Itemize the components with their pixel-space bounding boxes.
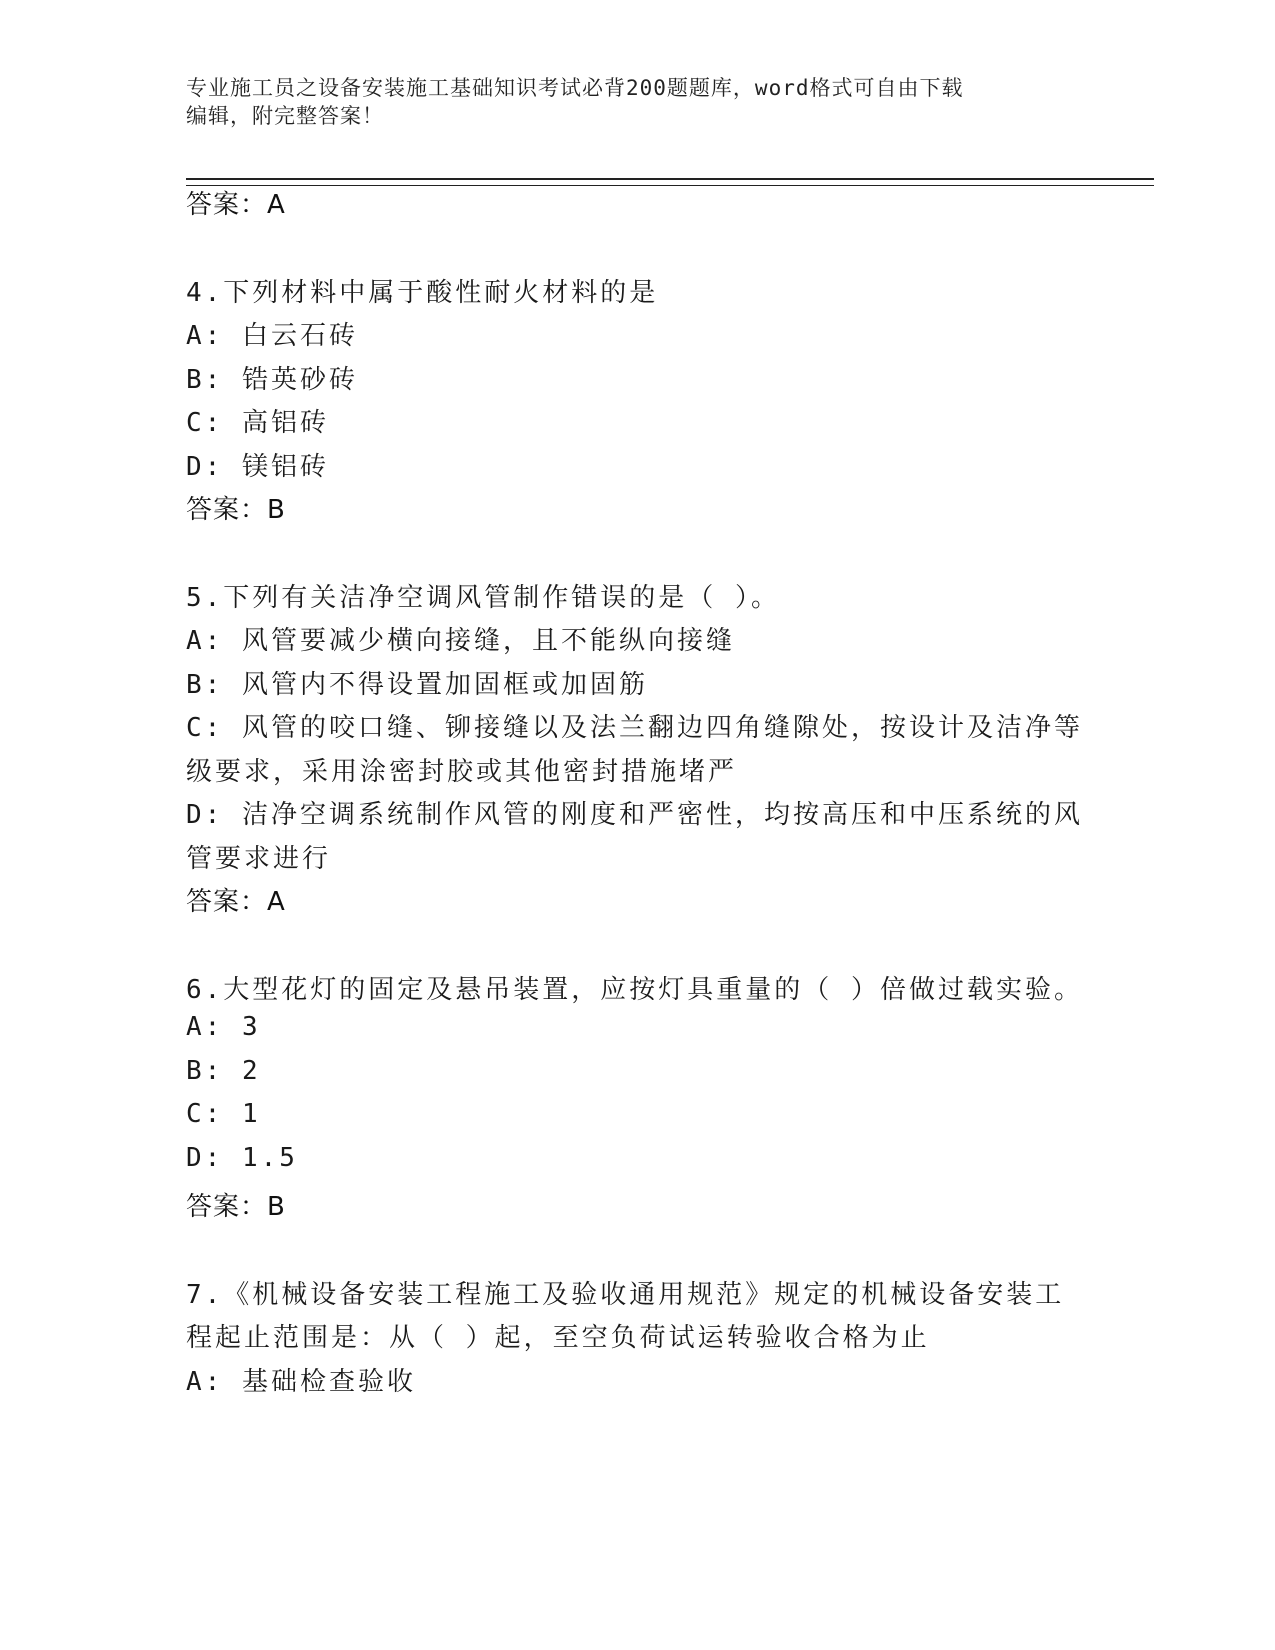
option-line: C: 高铝砖 <box>186 408 329 438</box>
option-line: D: 镁铝砖 <box>186 452 329 482</box>
option-line: C: 1 <box>186 1099 261 1129</box>
question-5: 5.下列有关洁净空调风管制作错误的是（ ）。 <box>186 583 780 613</box>
option-line: A: 基础检查验收 <box>186 1367 416 1397</box>
option-line: A: 风管要减少横向接缝，且不能纵向接缝 <box>186 626 735 656</box>
header-divider <box>186 178 1154 186</box>
question-6: 6.大型花灯的固定及悬吊装置，应按灯具重量的（ ）倍做过载实验。 <box>186 975 1083 1005</box>
answer-line: 答案：B <box>186 1192 286 1222</box>
option-line: B: 风管内不得设置加固框或加固筋 <box>186 670 648 700</box>
option-line: A: 3 <box>186 1012 261 1042</box>
question-continuation: 程起止范围是：从（ ）起，至空负荷试运转验收合格为止 <box>186 1323 930 1353</box>
option-line: B: 2 <box>186 1056 261 1086</box>
answer-line: 答案：A <box>186 190 286 220</box>
question-4: 4.下列材料中属于酸性耐火材料的是 <box>186 278 659 308</box>
header-line-2: 编辑，附完整答案！ <box>186 104 384 128</box>
answer-line: 答案：A <box>186 887 286 917</box>
option-line: A: 白云石砖 <box>186 321 358 351</box>
option-line: C: 风管的咬口缝、铆接缝以及法兰翻边四角缝隙处，按设计及洁净等 <box>186 713 1083 743</box>
option-line: B: 锆英砂砖 <box>186 365 358 395</box>
answer-line: 答案：B <box>186 495 286 525</box>
option-line: D: 1.5 <box>186 1143 298 1173</box>
page-header <box>186 74 1066 130</box>
question-7: 7.《机械设备安装工程施工及验收通用规范》规定的机械设备安装工 <box>186 1280 1065 1310</box>
option-line: D: 洁净空调系统制作风管的刚度和严密性，均按高压和中压系统的风 <box>186 800 1083 830</box>
option-continuation: 管要求进行 <box>186 844 332 874</box>
header-line-1: 专业施工员之设备安装施工基础知识考试必背200题题库，word格式可自由下载 <box>186 76 964 100</box>
option-continuation: 级要求，采用涂密封胶或其他密封措施堵严 <box>186 757 738 787</box>
